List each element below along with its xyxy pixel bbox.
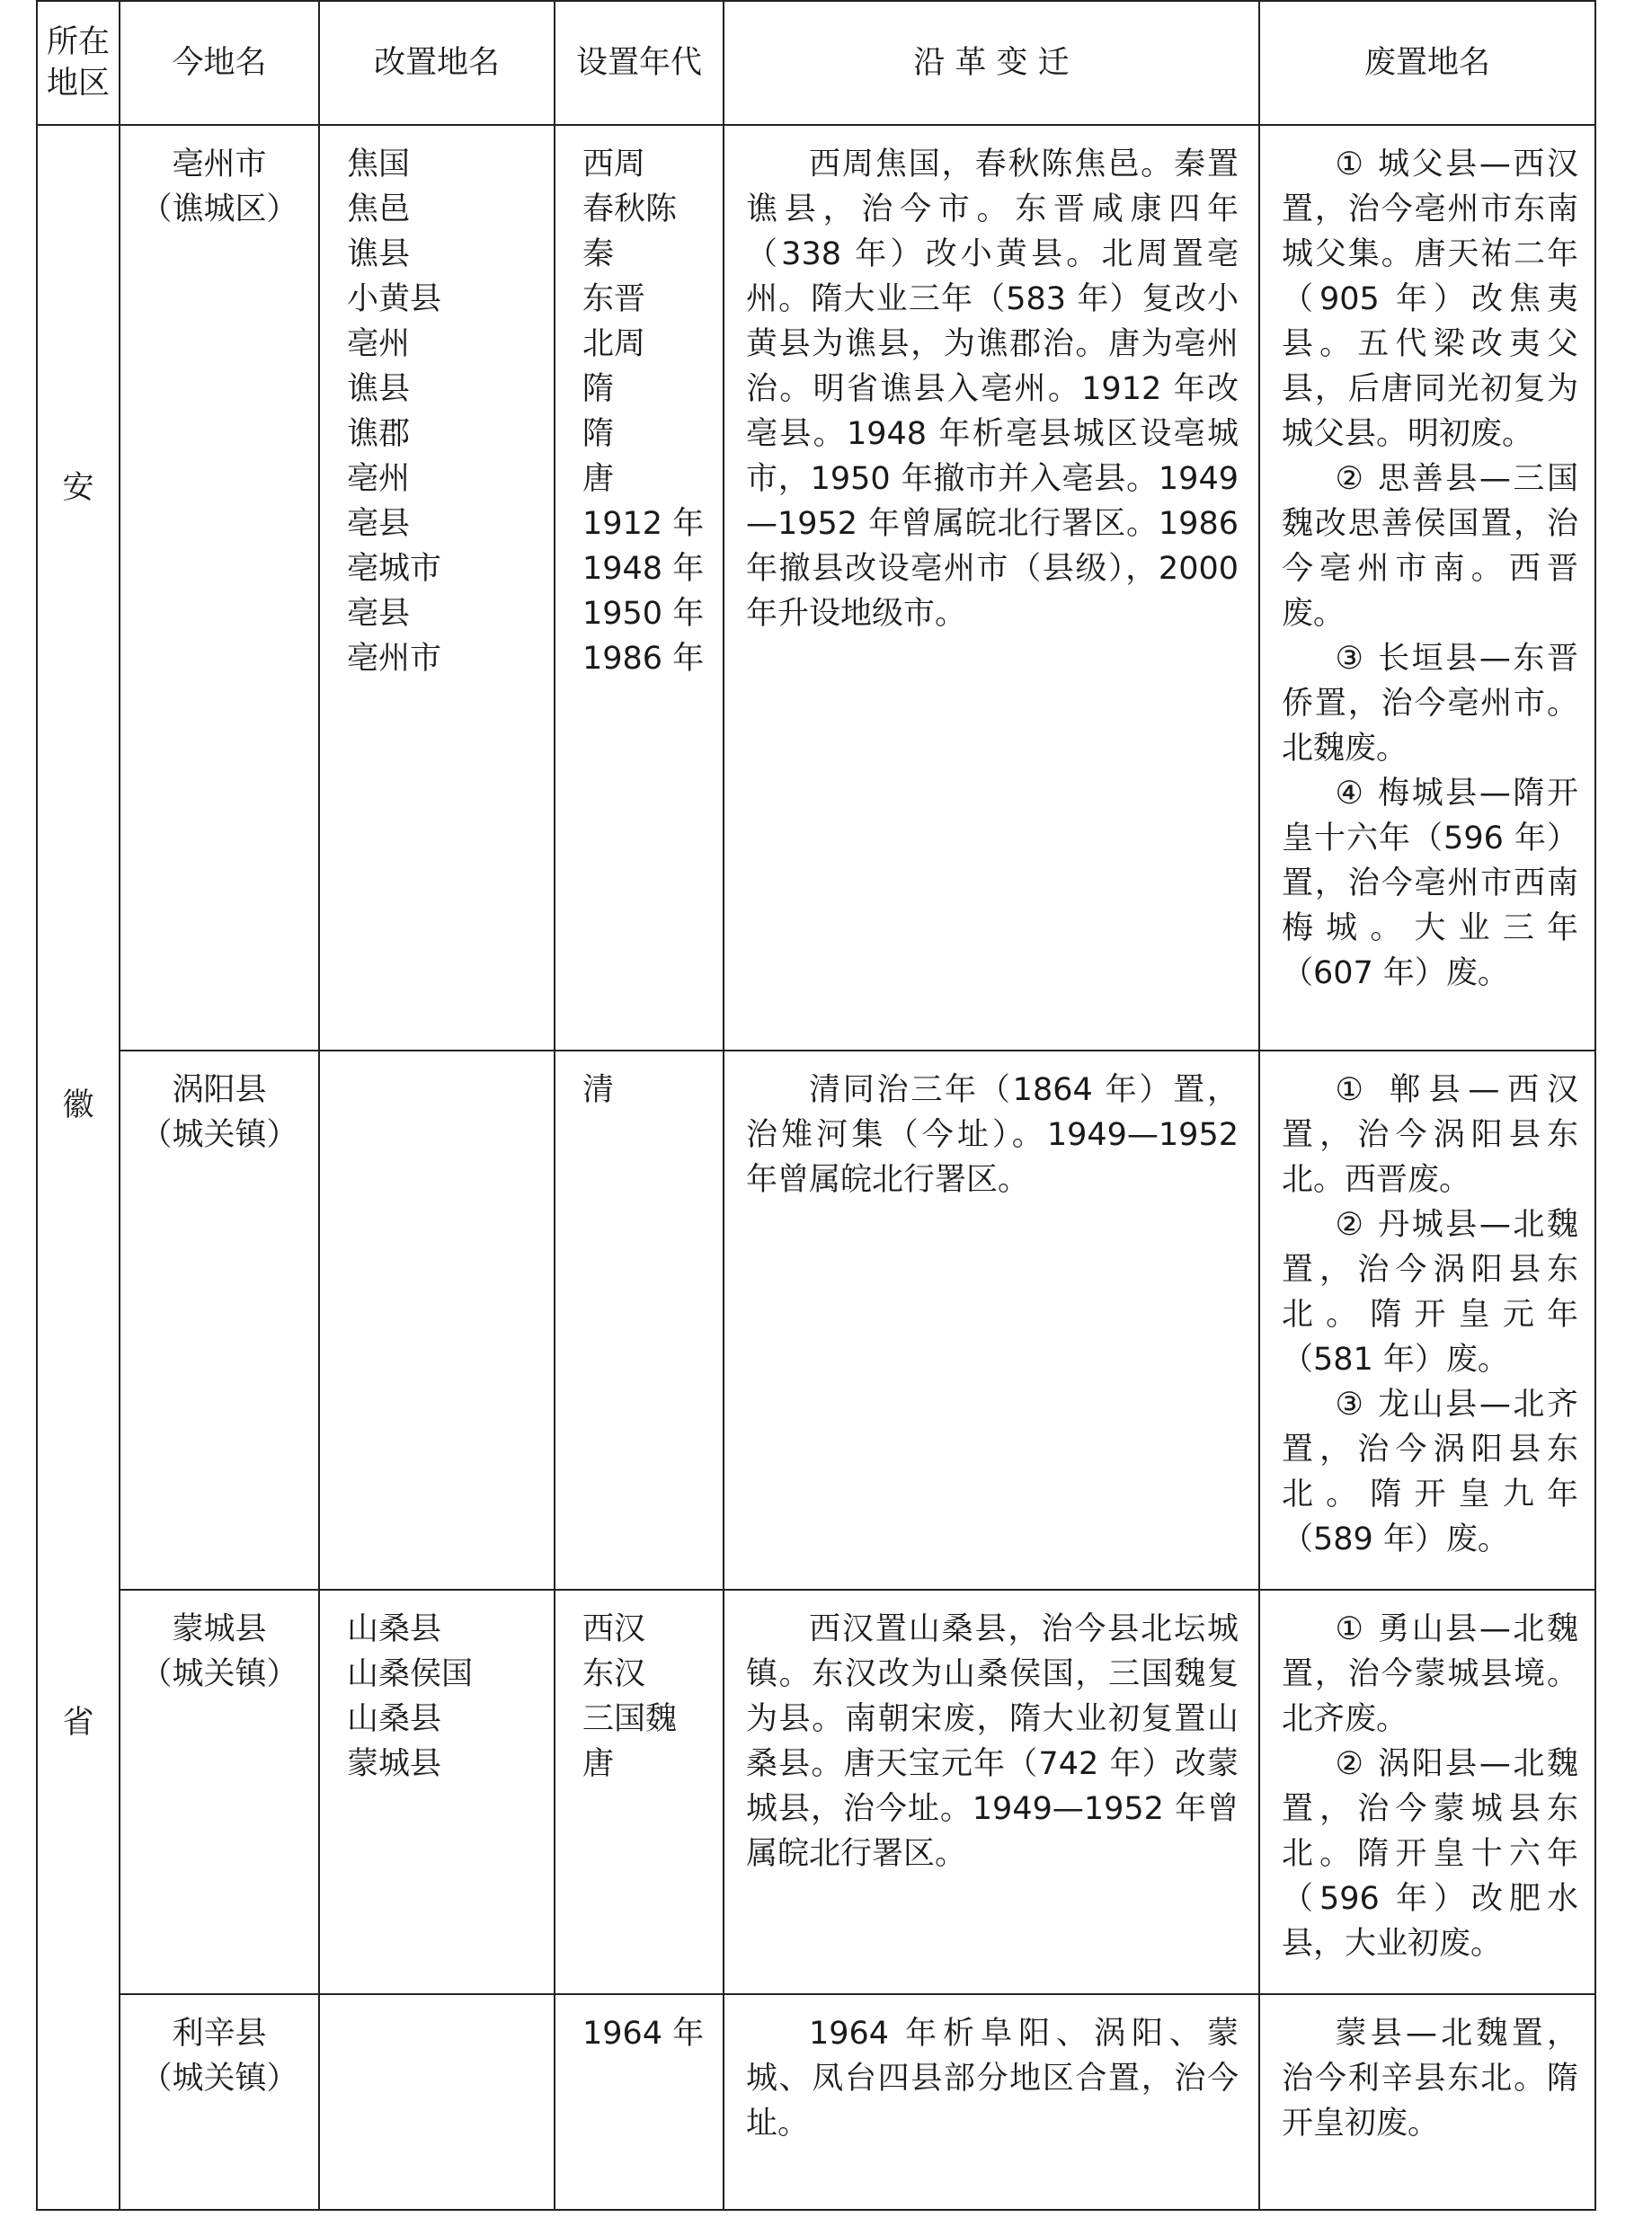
list-item: （城关镇） — [140, 1117, 298, 1153]
list-item: 西汉 — [582, 1611, 646, 1647]
list-item: 西周焦国，春秋陈焦邑。秦置谯县，治今市。东晋咸康四年（338 年）改小黄县。北周置亳州。隋大业三年（583 年）复改小黄县为谯县，为谯郡治。唐为亳州治。明省谯县入亳州。1912 年改亳县。1948 年析亳县城区设亳城市，1950 年撤市并入亳县。1949—1952 年曾属皖北行署区。1986 年撤县改设亳州市（县级），2000 年升设地级市。 — [746, 146, 1239, 632]
header-history: 沿 革 变 迁 — [724, 1, 1259, 125]
list-item: 1948 年 — [582, 551, 705, 587]
region-char: 安 — [62, 470, 94, 507]
list-item: 山桑县 — [347, 1611, 442, 1647]
header-renamed: 改置地名 — [319, 1, 555, 125]
list-item: 小黄县 — [347, 281, 442, 317]
list-item: 隋 — [582, 416, 615, 452]
table-row — [37, 125, 1595, 1051]
list-item: 东晋 — [582, 281, 646, 317]
region-char: 省 — [62, 1704, 94, 1741]
era-cell — [555, 125, 724, 1051]
list-item: 亳州市 — [347, 641, 442, 677]
abolished-cell — [1259, 1590, 1595, 1994]
table-row — [37, 1590, 1595, 1994]
list-item: 1912 年 — [582, 506, 705, 542]
list-item: 山桑侯国 — [347, 1656, 474, 1692]
list-item: 唐 — [582, 1746, 615, 1782]
abolished-cell — [1259, 1994, 1595, 2210]
list-item: 亳州 — [347, 326, 411, 362]
renamed-cell — [319, 1590, 555, 1994]
list-item: 亳州 — [347, 461, 411, 497]
list-item: ① 郸县—西汉置，治今涡阳县东北。西晋废。 — [1282, 1072, 1578, 1198]
list-item: 三国魏 — [582, 1701, 678, 1737]
list-item: ④ 梅城县—隋开皇十六年（596 年）置，治今亳州市西南梅城。大业三年（607 年）废。 — [1282, 776, 1578, 991]
list-item: ② 涡阳县—北魏置，治今蒙城县东北。隋开皇十六年（596 年）改肥水县，大业初废。 — [1282, 1746, 1578, 1962]
history-cell — [724, 1994, 1259, 2210]
abolished-cell — [1259, 125, 1595, 1051]
header-current-name: 今地名 — [120, 1, 319, 125]
list-item: 秦 — [582, 236, 615, 272]
list-item: ② 丹城县—北魏置，治今涡阳县东北。隋开皇元年（581 年）废。 — [1282, 1207, 1578, 1378]
list-item: 1964 年析阜阳、涡阳、蒙城、凤台四县部分地区合置，治今址。 — [746, 2016, 1239, 2142]
list-item: ② 思善县—三国魏改思善侯国置，治今亳州市南。西晋废。 — [1282, 461, 1578, 632]
table-row — [37, 1994, 1595, 2210]
table-row — [37, 1051, 1595, 1590]
renamed-cell — [319, 125, 555, 1051]
list-item: 蒙城县 — [347, 1746, 442, 1782]
list-item: 谯郡 — [347, 416, 411, 452]
list-item: 清 — [582, 1072, 615, 1108]
header-era: 设置年代 — [555, 1, 724, 125]
header-abolished: 废置地名 — [1259, 1, 1595, 125]
list-item: 谯县 — [347, 236, 411, 272]
header-region: 所在地区 — [37, 1, 120, 125]
list-item: 东汉 — [582, 1656, 646, 1692]
list-item: 清同治三年（1864 年）置，治雉河集（今址）。1949—1952 年曾属皖北行署区。 — [746, 1072, 1239, 1198]
list-item: 隋 — [582, 371, 615, 407]
list-item: 亳县 — [347, 506, 411, 542]
history-cell — [724, 1051, 1259, 1590]
list-item: 亳州市 — [172, 146, 267, 182]
list-item: ③ 龙山县—北齐置，治今涡阳县东北。隋开皇九年（589 年）废。 — [1282, 1387, 1578, 1557]
list-item: ③ 长垣县—东晋侨置，治今亳州市。北魏废。 — [1282, 641, 1578, 767]
list-item: 焦国 — [347, 146, 411, 182]
list-item: 谯县 — [347, 371, 411, 407]
list-item: （城关镇） — [140, 2061, 298, 2097]
history-cell — [724, 1590, 1259, 1994]
list-item: 利辛县 — [172, 2016, 267, 2052]
region-cell — [37, 125, 120, 2210]
abolished-cell — [1259, 1051, 1595, 1590]
renamed-cell — [319, 1994, 555, 2210]
header-row — [37, 1, 1595, 125]
place-name-table — [36, 0, 1596, 2211]
era-cell — [555, 1051, 724, 1590]
current-name-cell — [120, 1051, 319, 1590]
document-page — [36, 0, 1594, 2229]
list-item: 1986 年 — [582, 641, 705, 677]
list-item: 亳城市 — [347, 551, 442, 587]
list-item: 1964 年 — [582, 2016, 705, 2052]
list-item: 亳县 — [347, 596, 411, 632]
list-item: 北周 — [582, 326, 646, 362]
list-item: 西周 — [582, 146, 646, 182]
list-item: （城关镇） — [140, 1656, 298, 1692]
list-item: （谯城区） — [140, 191, 298, 227]
current-name-cell — [120, 125, 319, 1051]
list-item: ① 勇山县—北魏置，治今蒙城县境。北齐废。 — [1282, 1611, 1578, 1737]
current-name-cell — [120, 1994, 319, 2210]
current-name-cell — [120, 1590, 319, 1994]
list-item: 焦邑 — [347, 191, 411, 227]
list-item: 山桑县 — [347, 1701, 442, 1737]
list-item: 1950 年 — [582, 596, 705, 632]
history-cell — [724, 125, 1259, 1051]
region-char: 徽 — [62, 1086, 94, 1123]
era-cell — [555, 1590, 724, 1994]
list-item: 涡阳县 — [172, 1072, 267, 1108]
renamed-cell — [319, 1051, 555, 1590]
list-item: ① 城父县—西汉置，治今亳州市东南城父集。唐天祐二年（905 年）改焦夷县。五代梁改夷父县，后唐同光初复为城父县。明初废。 — [1282, 146, 1578, 452]
era-cell — [555, 1994, 724, 2210]
list-item: 唐 — [582, 461, 615, 497]
list-item: 蒙县—北魏置，治今利辛县东北。隋开皇初废。 — [1282, 2016, 1578, 2142]
list-item: 西汉置山桑县，治今县北坛城镇。东汉改为山桑侯国，三国魏复为县。南朝宋废，隋大业初复置山桑县。唐天宝元年（742 年）改蒙城县，治今址。1949—1952 年曾属皖北行署区。 — [746, 1611, 1239, 1872]
list-item: 蒙城县 — [172, 1611, 267, 1647]
list-item: 春秋陈 — [582, 191, 678, 227]
